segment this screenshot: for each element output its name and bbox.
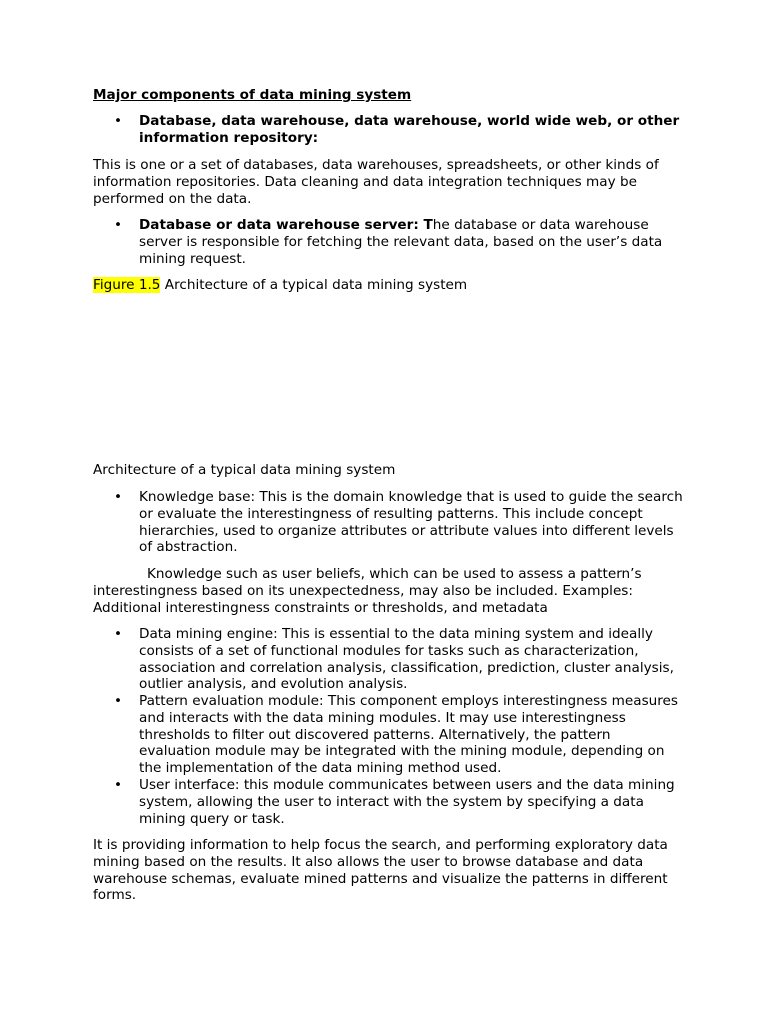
bullet-marker: • xyxy=(114,217,123,233)
paragraph: It is providing information to help focus the search, and performing exploratory data mining based on the results. It also allows the user to browse database and data warehouse schemas, evaluate mined patterns and visualize the patterns in different forms. xyxy=(93,837,668,904)
paragraph: This is one or a set of databases, data warehouses, spreadsheets, or other kinds of information repositories. Data cleaning and data integration techniques may be performed on the data. xyxy=(93,157,659,207)
figure-label: Figure 1.5 xyxy=(93,277,161,293)
section-heading: Major components of data mining system xyxy=(93,87,412,103)
figure-caption-text: Architecture of a typical data mining system xyxy=(160,277,468,293)
list-item-text: Knowledge base: This is the domain knowledge that is used to guide the search or evaluate the interestingness of resulting patterns. This include concept hierarchies, used to organize attributes or attribute values into different levels of abstraction. xyxy=(139,489,683,556)
list-item-text: Database, data warehouse, data warehouse, world wide web, or other information repository: xyxy=(139,113,680,146)
list-item-bold-lead: Database or data warehouse server: T xyxy=(139,217,433,233)
bullet-marker: • xyxy=(114,777,123,793)
bullet-marker: • xyxy=(114,489,123,505)
bullet-marker: • xyxy=(114,626,123,642)
architecture-caption: Architecture of a typical data mining system xyxy=(93,462,396,478)
list-item-text xyxy=(139,217,683,267)
bullet-marker: • xyxy=(114,693,123,709)
bullet-marker: • xyxy=(114,113,123,129)
paragraph xyxy=(93,566,683,616)
list-item-text: Data mining engine: This is essential to the data mining system and ideally consists of a set of functional modules for tasks such as characterization, association and correlation analysis, classification, prediction, cluster analysis, outlier analysis, and evolution analysis. xyxy=(139,626,674,693)
list-item-text: User interface: this module communicates between users and the data mining system, allowing the user to interact with the system by specifying a data mining query or task. xyxy=(139,777,675,827)
figure-caption xyxy=(93,277,683,294)
list-item-text: Pattern evaluation module: This component employs interestingness measures and interacts with the data mining modules. It may use interestingness thresholds to filter out discovered patterns. Alternatively, the pattern evaluation module may be integrated with the mining module, depending on the implementation of the data mining method used. xyxy=(139,693,678,777)
paragraph-text: Knowledge such as user beliefs, which can be used to assess a pattern’s interestingness based on its unexpectedness, may also be included. Examples: Additional interestingness constraints or thresholds, and metadata xyxy=(93,566,642,616)
list-item-rest: he database or data warehouse server is responsible for fetching the relevant data, based on the user’s data mining request. xyxy=(139,217,663,267)
